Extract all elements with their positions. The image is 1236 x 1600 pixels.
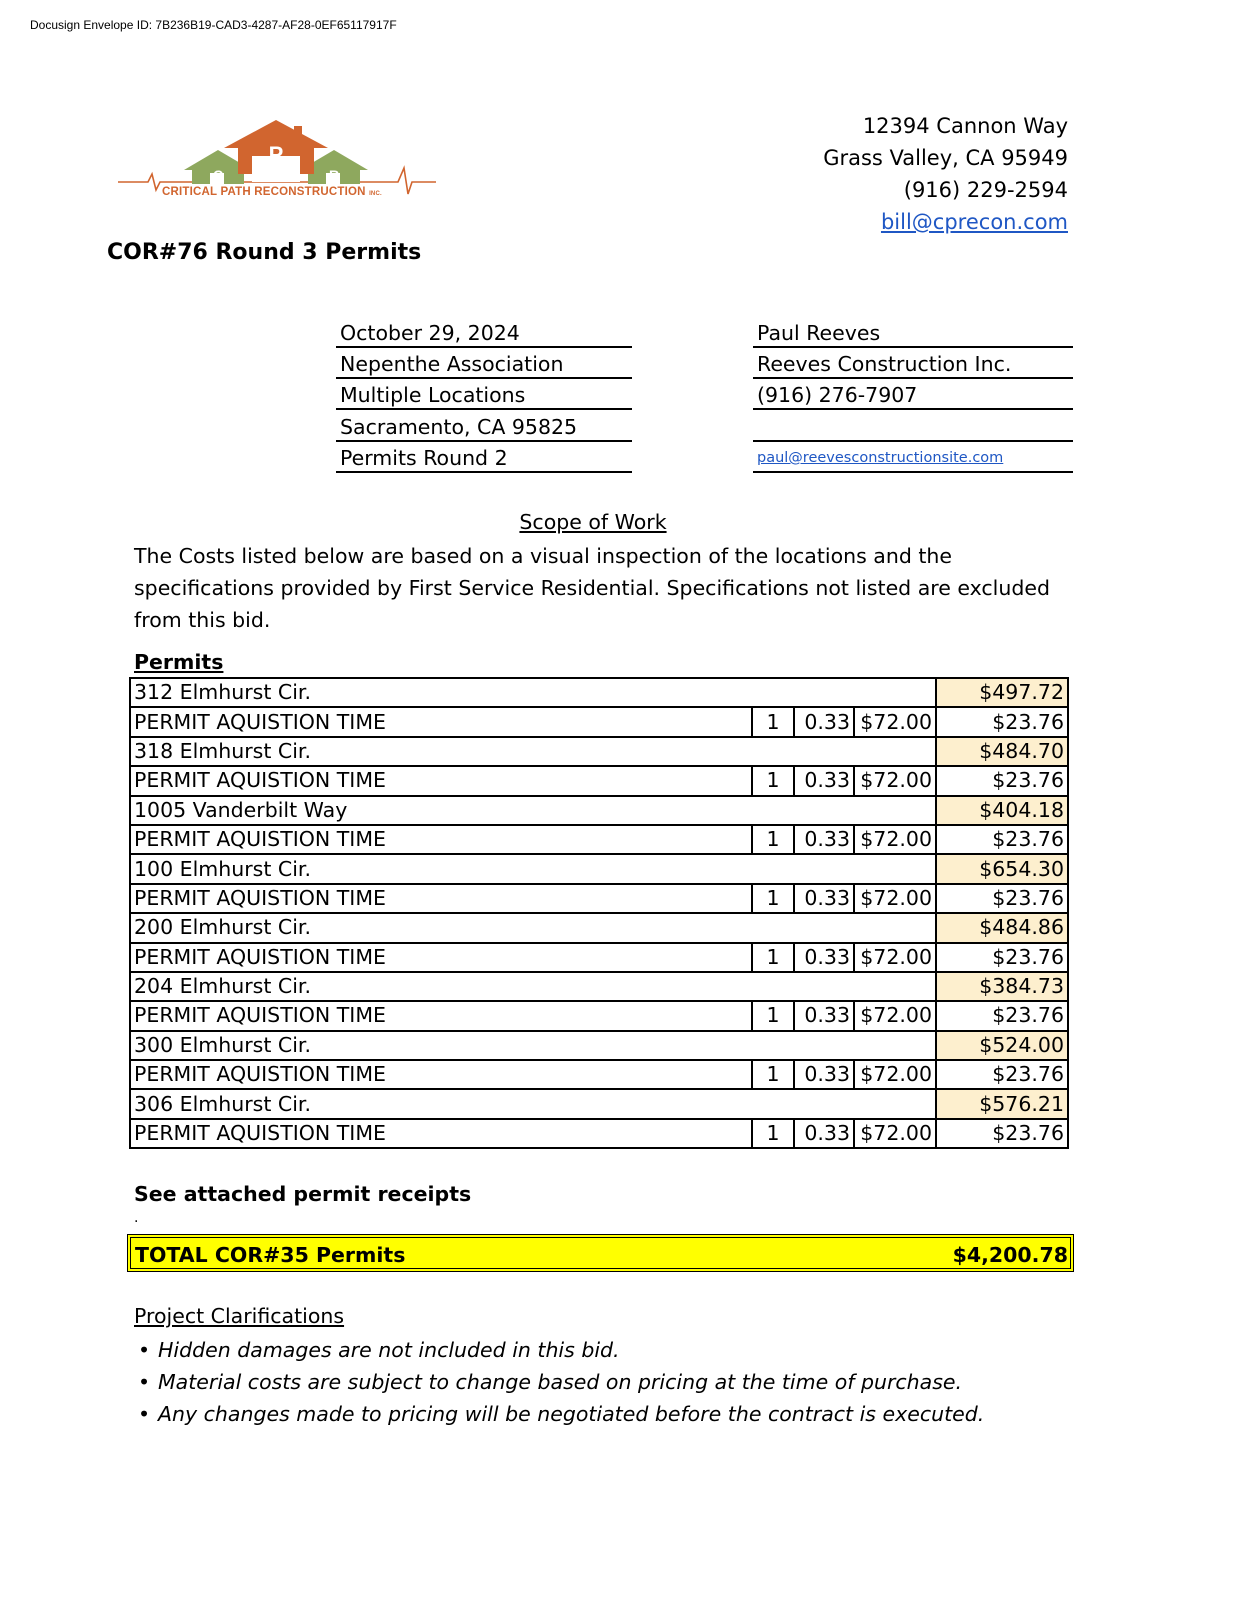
location-subtotal: $384.73	[936, 972, 1068, 1001]
location-row	[130, 796, 1068, 825]
company-value: Reeves Construction Inc.	[753, 349, 1073, 379]
scope-heading: Scope of Work	[519, 510, 667, 534]
company-address	[823, 110, 1068, 238]
location-row	[130, 678, 1068, 707]
line-item-amount: $23.76	[936, 943, 1068, 972]
address-phone: (916) 229-2594	[903, 178, 1068, 202]
line-item-rate: $72.00	[854, 943, 936, 972]
phone-value: (916) 276-7907	[753, 380, 1073, 410]
line-item-description: PERMIT AQUISTION TIME	[130, 943, 752, 972]
logo-letter-r: R	[328, 167, 340, 183]
location-subtotal: $524.00	[936, 1031, 1068, 1060]
line-item-amount: $23.76	[936, 1119, 1068, 1148]
scope-body: The Costs listed below are based on a visual inspection of the locations and the specifications provided by First Service Residential. Specifications not listed are excluded from this bid.	[134, 544, 1050, 632]
line-item-qty: 1	[752, 825, 794, 854]
line-item-row	[130, 707, 1068, 736]
logo-letter-c: C	[212, 167, 224, 183]
date-value: October 29, 2024	[336, 318, 632, 348]
location-subtotal: $404.18	[936, 796, 1068, 825]
docusign-envelope-id: Docusign Envelope ID: 7B236B19-CAD3-4287-AF28-0EF65117917F	[30, 18, 397, 32]
line-item-rate: $72.00	[854, 884, 936, 913]
document-title: COR#76 Round 3 Permits	[107, 240, 422, 265]
line-item-description: PERMIT AQUISTION TIME	[130, 884, 752, 913]
line-item-rate: $72.00	[854, 825, 936, 854]
location-row	[130, 854, 1068, 883]
line-item-rate: $72.00	[854, 707, 936, 736]
line-item-amount: $23.76	[936, 707, 1068, 736]
fax-value	[753, 412, 1073, 442]
line-item-description: PERMIT AQUISTION TIME	[130, 1060, 752, 1089]
address-email-link[interactable]: bill@cprecon.com	[880, 210, 1068, 234]
line-item-description: PERMIT AQUISTION TIME	[130, 825, 752, 854]
line-item-amount: $23.76	[936, 766, 1068, 795]
line-item-rate: $72.00	[854, 1060, 936, 1089]
line-item-hours: 0.33	[794, 1001, 854, 1030]
logo-company-name	[162, 186, 382, 198]
line-item-hours: 0.33	[794, 766, 854, 795]
location-subtotal: $576.21	[936, 1089, 1068, 1118]
line-item-amount: $23.76	[936, 825, 1068, 854]
total-amount: $4,200.78	[952, 1243, 1068, 1267]
line-item-rate: $72.00	[854, 1119, 936, 1148]
line-item-qty: 1	[752, 1001, 794, 1030]
permits-table	[129, 677, 1069, 1149]
contact-value: Paul Reeves	[753, 318, 1073, 348]
permits-heading: Permits	[134, 650, 224, 674]
line-item-hours: 0.33	[794, 1119, 854, 1148]
location-address: 318 Elmhurst Cir.	[130, 737, 936, 766]
email-link[interactable]: paul@reevesconstructionsite.com	[753, 443, 1073, 473]
location-row	[130, 737, 1068, 766]
address-street: 12394 Cannon Way	[862, 114, 1068, 138]
property-address-line1: Multiple Locations	[336, 380, 632, 410]
location-subtotal: $654.30	[936, 854, 1068, 883]
location-subtotal: $497.72	[936, 678, 1068, 707]
line-item-rate: $72.00	[854, 766, 936, 795]
clarification-item: • Material costs are subject to change based on pricing at the time of purchase.	[134, 1366, 984, 1398]
clarification-item: • Any changes made to pricing will be negotiated before the contract is executed.	[134, 1398, 984, 1430]
line-item-row	[130, 1119, 1068, 1148]
permits-table-body	[130, 678, 1068, 1148]
location-subtotal: $484.86	[936, 913, 1068, 942]
total-row	[127, 1234, 1074, 1272]
location-address: 100 Elmhurst Cir.	[130, 854, 936, 883]
clarification-item: • Hidden damages are not included in this bid.	[134, 1334, 984, 1366]
address-city: Grass Valley, CA 95949	[823, 146, 1068, 170]
line-item-rate: $72.00	[854, 1001, 936, 1030]
attached-note: See attached permit receipts	[134, 1182, 472, 1206]
line-item-hours: 0.33	[794, 884, 854, 913]
location-row	[130, 972, 1068, 1001]
line-item-hours: 0.33	[794, 1060, 854, 1089]
location-address: 306 Elmhurst Cir.	[130, 1089, 936, 1118]
property-address-line2: Sacramento, CA 95825	[336, 412, 632, 442]
logo-company-suffix: INC.	[369, 191, 382, 197]
line-item-row	[130, 1060, 1068, 1089]
location-address: 1005 Vanderbilt Way	[130, 796, 936, 825]
logo-company-text: CRITICAL PATH RECONSTRUCTION	[162, 186, 366, 198]
line-item-qty: 1	[752, 943, 794, 972]
logo-letter-p: P	[268, 142, 284, 167]
line-item-hours: 0.33	[794, 707, 854, 736]
location-subtotal: $484.70	[936, 737, 1068, 766]
line-item-hours: 0.33	[794, 943, 854, 972]
line-item-row	[130, 1001, 1068, 1030]
line-item-qty: 1	[752, 884, 794, 913]
location-address: 300 Elmhurst Cir.	[130, 1031, 936, 1060]
total-label: TOTAL COR#35 Permits	[135, 1243, 406, 1267]
line-item-hours: 0.33	[794, 825, 854, 854]
clarifications-heading: Project Clarifications	[134, 1304, 345, 1328]
line-item-description: PERMIT AQUISTION TIME	[130, 1119, 752, 1148]
clarifications-list	[134, 1334, 984, 1430]
line-item-row	[130, 766, 1068, 795]
line-item-row	[130, 884, 1068, 913]
line-item-qty: 1	[752, 1119, 794, 1148]
property-name-value: Nepenthe Association	[336, 349, 632, 379]
subject-value: Permits Round 2	[336, 443, 632, 473]
location-row	[130, 913, 1068, 942]
line-item-qty: 1	[752, 766, 794, 795]
line-item-amount: $23.76	[936, 1001, 1068, 1030]
line-item-row	[130, 943, 1068, 972]
line-item-qty: 1	[752, 707, 794, 736]
line-item-row	[130, 825, 1068, 854]
location-row	[130, 1089, 1068, 1118]
location-address: 204 Elmhurst Cir.	[130, 972, 936, 1001]
location-address: 200 Elmhurst Cir.	[130, 913, 936, 942]
location-row	[130, 1031, 1068, 1060]
line-item-description: PERMIT AQUISTION TIME	[130, 1001, 752, 1030]
line-item-amount: $23.76	[936, 884, 1068, 913]
line-item-description: PERMIT AQUISTION TIME	[130, 707, 752, 736]
dot-mark: .	[134, 1210, 139, 1226]
location-address: 312 Elmhurst Cir.	[130, 678, 936, 707]
line-item-description: PERMIT AQUISTION TIME	[130, 766, 752, 795]
line-item-qty: 1	[752, 1060, 794, 1089]
line-item-amount: $23.76	[936, 1060, 1068, 1089]
